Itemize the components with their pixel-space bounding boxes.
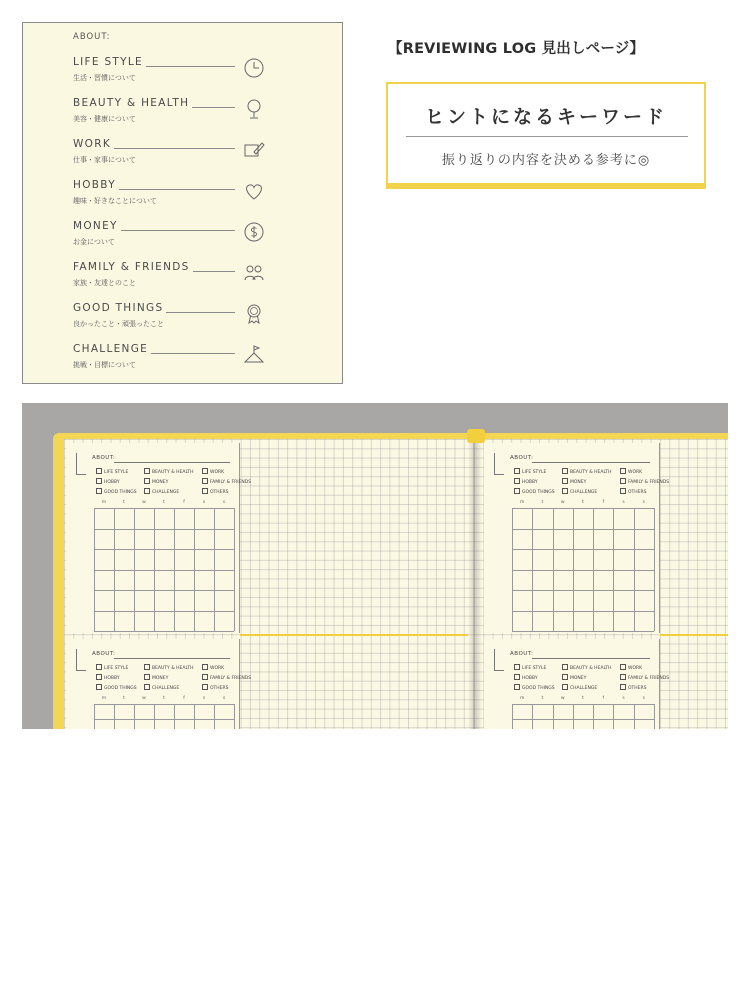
- weekday-label: s: [222, 500, 226, 505]
- log-checkbox-option[interactable]: BEAUTY & HEALTH: [144, 468, 194, 475]
- medal-icon: [241, 301, 267, 327]
- log-grid-hline: [94, 508, 234, 509]
- log-grid-hline: [94, 549, 234, 550]
- log-grid-vline: [154, 704, 155, 729]
- mirror-icon: [241, 96, 267, 122]
- weekday-label: f: [602, 500, 605, 505]
- category-description: 良かったこと・頑張ったこと: [73, 320, 164, 328]
- log-grid-hline: [512, 719, 654, 720]
- log-checkbox-option[interactable]: OTHERS: [620, 684, 647, 691]
- category-label: HOBBY: [73, 179, 119, 191]
- people-icon: [241, 260, 267, 286]
- category-life-style: [73, 56, 323, 92]
- category-description: 美容・健康について: [73, 115, 136, 123]
- log-checkbox-option[interactable]: GOOD THINGS: [514, 488, 555, 495]
- weekday-label: s: [202, 696, 206, 701]
- heart-icon: [241, 178, 267, 204]
- category-label: WORK: [73, 138, 114, 150]
- log-checkbox-option[interactable]: FAMILY & FRIENDS: [620, 478, 669, 485]
- weekday-label: s: [222, 696, 226, 701]
- category-label: FAMILY & FRIENDS: [73, 261, 193, 273]
- log-bracket: [76, 453, 86, 475]
- log-grid-vline: [194, 704, 195, 729]
- weekday-label: t: [123, 696, 125, 701]
- category-hobby: [73, 179, 323, 215]
- log-block: [66, 639, 252, 729]
- category-beauty-health: [73, 97, 323, 133]
- log-checkbox-option[interactable]: HOBBY: [514, 478, 538, 485]
- log-checkbox-option[interactable]: CHALLENGE: [144, 488, 179, 495]
- weekday-label: t: [163, 500, 165, 505]
- log-about-line: [532, 462, 650, 463]
- log-bracket: [76, 649, 86, 671]
- log-checkbox-option[interactable]: LIFE STYLE: [96, 468, 128, 475]
- weekday-label: m: [519, 500, 525, 505]
- log-checkbox-option[interactable]: MONEY: [562, 478, 586, 485]
- category-description: 挑戦・目標について: [73, 361, 136, 369]
- category-description: 仕事・家事について: [73, 156, 136, 164]
- log-checkbox-option[interactable]: MONEY: [144, 478, 168, 485]
- log-checkbox-option[interactable]: HOBBY: [514, 674, 538, 681]
- coin-icon: [241, 219, 267, 245]
- log-grid-vline: [234, 508, 235, 631]
- log-checkbox-option[interactable]: OTHERS: [202, 488, 229, 495]
- category-good-things: [73, 302, 323, 338]
- clock-icon: [241, 55, 267, 81]
- weekday-label: f: [183, 500, 185, 505]
- log-grid-vline: [634, 704, 635, 729]
- weekday-label: f: [183, 696, 185, 701]
- log-grid-hline: [512, 590, 654, 591]
- log-grid-hline: [94, 529, 234, 530]
- bookmark-ribbon: [467, 429, 485, 443]
- weekday-label: t: [582, 500, 584, 505]
- log-checkbox-option[interactable]: BEAUTY & HEALTH: [562, 468, 612, 475]
- log-checkbox-option[interactable]: MONEY: [562, 674, 586, 681]
- log-weekday-row: [512, 696, 654, 701]
- log-checkbox-option[interactable]: CHALLENGE: [562, 684, 597, 691]
- category-label: LIFE STYLE: [73, 56, 146, 68]
- category-label: BEAUTY & HEALTH: [73, 97, 192, 109]
- flag-mountain-icon: [241, 342, 267, 368]
- log-checkbox-option[interactable]: GOOD THINGS: [514, 684, 555, 691]
- log-grid-hline: [512, 549, 654, 550]
- notebook-photo: [22, 403, 728, 729]
- weekday-label: t: [582, 696, 584, 701]
- hint-divider: [406, 136, 688, 137]
- log-grid-vline: [532, 508, 533, 631]
- weekday-label: s: [202, 500, 206, 505]
- category-description: 趣味・好きなことについて: [73, 197, 157, 205]
- category-work: [73, 138, 323, 174]
- log-checkbox-option[interactable]: WORK: [202, 468, 224, 475]
- log-grid-vline: [214, 704, 215, 729]
- log-checkbox-option[interactable]: LIFE STYLE: [514, 664, 546, 671]
- log-grid-hline: [512, 529, 654, 530]
- log-grid-hline: [512, 631, 654, 632]
- category-money: [73, 220, 323, 256]
- log-checkbox-option[interactable]: FAMILY & FRIENDS: [202, 674, 251, 681]
- log-weekday-row: [94, 500, 234, 505]
- log-about-label: ABOUT:: [510, 651, 534, 657]
- page-heading: 【REVIEWING LOG 見出しページ】: [388, 41, 645, 57]
- log-grid-vline: [194, 508, 195, 631]
- log-grid-vline: [174, 508, 175, 631]
- log-weekday-row: [94, 696, 234, 701]
- log-grid-hline: [94, 590, 234, 591]
- about-card: [22, 22, 343, 384]
- log-grid-hline: [94, 719, 234, 720]
- log-checkbox-option[interactable]: OTHERS: [202, 684, 229, 691]
- log-grid-vline: [114, 508, 115, 631]
- log-grid-vline: [573, 508, 574, 631]
- hint-subtitle: 振り返りの内容を決める参考に◎: [441, 153, 651, 168]
- log-grid-hline: [94, 611, 234, 612]
- log-grid-vline: [532, 704, 533, 729]
- log-grid-vline: [654, 508, 655, 631]
- category-family-friends: [73, 261, 323, 297]
- log-about-label: ABOUT:: [92, 651, 116, 657]
- log-grid-vline: [573, 704, 574, 729]
- log-grid-vline: [174, 704, 175, 729]
- weekday-label: m: [519, 696, 525, 701]
- category-label: CHALLENGE: [73, 343, 151, 355]
- log-grid-vline: [94, 508, 95, 631]
- log-checkbox-option[interactable]: HOBBY: [96, 478, 120, 485]
- log-block: [484, 443, 670, 633]
- log-grid-vline: [154, 508, 155, 631]
- log-checkbox-option[interactable]: WORK: [620, 468, 642, 475]
- work-icon: [241, 137, 267, 163]
- log-about-label: ABOUT:: [92, 455, 116, 461]
- log-grid-vline: [512, 704, 513, 729]
- log-about-line: [114, 462, 230, 463]
- log-checkbox-option[interactable]: WORK: [202, 664, 224, 671]
- log-checkbox-option[interactable]: GOOD THINGS: [96, 684, 137, 691]
- weekday-label: w: [560, 696, 565, 701]
- weekday-label: m: [101, 696, 107, 701]
- weekday-label: s: [642, 696, 645, 701]
- log-grid-vline: [234, 704, 235, 729]
- log-weekday-row: [512, 500, 654, 505]
- log-grid-hline: [94, 570, 234, 571]
- log-grid-vline: [613, 508, 614, 631]
- category-description: お金について: [73, 238, 115, 246]
- log-grid-vline: [593, 704, 594, 729]
- weekday-label: w: [142, 696, 146, 701]
- log-grid-vline: [654, 704, 655, 729]
- notebook-gutter: [468, 437, 482, 729]
- log-checkbox-option[interactable]: BEAUTY & HEALTH: [562, 664, 612, 671]
- log-grid-hline: [512, 508, 654, 509]
- category-challenge: [73, 343, 323, 379]
- log-grid-vline: [214, 508, 215, 631]
- weekday-label: t: [163, 696, 165, 701]
- log-checkbox-option[interactable]: MONEY: [144, 674, 168, 681]
- weekday-label: s: [622, 696, 625, 701]
- log-checkbox-option[interactable]: BEAUTY & HEALTH: [144, 664, 194, 671]
- log-grid-vline: [613, 704, 614, 729]
- weekday-label: m: [101, 500, 107, 505]
- weekday-label: w: [142, 500, 146, 505]
- hint-box-shadow: [386, 183, 706, 189]
- log-block: [66, 443, 252, 633]
- log-bracket: [494, 453, 504, 475]
- weekday-label: s: [642, 500, 645, 505]
- page-divider: [240, 634, 468, 636]
- weekday-label: w: [560, 500, 565, 505]
- log-checkbox-option[interactable]: LIFE STYLE: [514, 468, 546, 475]
- page-divider: [660, 634, 728, 636]
- log-about-line: [114, 658, 230, 659]
- log-checkbox-option[interactable]: WORK: [620, 664, 642, 671]
- log-checkbox-option[interactable]: GOOD THINGS: [96, 488, 137, 495]
- hint-title: ヒントになるキーワード: [424, 106, 667, 128]
- log-grid-vline: [134, 704, 135, 729]
- weekday-label: t: [541, 696, 544, 701]
- log-grid-vline: [512, 508, 513, 631]
- log-grid-vline: [134, 508, 135, 631]
- log-grid-hline: [512, 570, 654, 571]
- category-label: MONEY: [73, 220, 121, 232]
- weekday-label: t: [123, 500, 125, 505]
- log-grid-vline: [634, 508, 635, 631]
- category-description: 生活・習慣について: [73, 74, 136, 82]
- log-grid-hline: [512, 611, 654, 612]
- hint-box: [386, 82, 706, 188]
- weekday-label: f: [602, 696, 605, 701]
- category-description: 家族・友達とのこと: [73, 279, 136, 287]
- log-checkbox-option[interactable]: OTHERS: [620, 488, 647, 495]
- log-block: [484, 639, 670, 729]
- log-checkbox-option[interactable]: CHALLENGE: [144, 684, 179, 691]
- log-grid-hline: [94, 704, 234, 705]
- category-label: GOOD THINGS: [73, 302, 166, 314]
- log-checkbox-option[interactable]: FAMILY & FRIENDS: [620, 674, 669, 681]
- log-grid-vline: [553, 704, 554, 729]
- log-checkbox-option[interactable]: LIFE STYLE: [96, 664, 128, 671]
- about-title: ABOUT:: [73, 32, 111, 42]
- log-checkbox-option[interactable]: FAMILY & FRIENDS: [202, 478, 251, 485]
- log-bracket: [494, 649, 504, 671]
- log-grid-vline: [553, 508, 554, 631]
- weekday-label: t: [541, 500, 544, 505]
- weekday-label: s: [622, 500, 625, 505]
- log-grid-vline: [94, 704, 95, 729]
- log-grid-vline: [114, 704, 115, 729]
- log-grid-hline: [512, 704, 654, 705]
- log-about-label: ABOUT:: [510, 455, 534, 461]
- log-about-line: [532, 658, 650, 659]
- log-grid-vline: [593, 508, 594, 631]
- log-grid-hline: [94, 631, 234, 632]
- log-checkbox-option[interactable]: HOBBY: [96, 674, 120, 681]
- log-checkbox-option[interactable]: CHALLENGE: [562, 488, 597, 495]
